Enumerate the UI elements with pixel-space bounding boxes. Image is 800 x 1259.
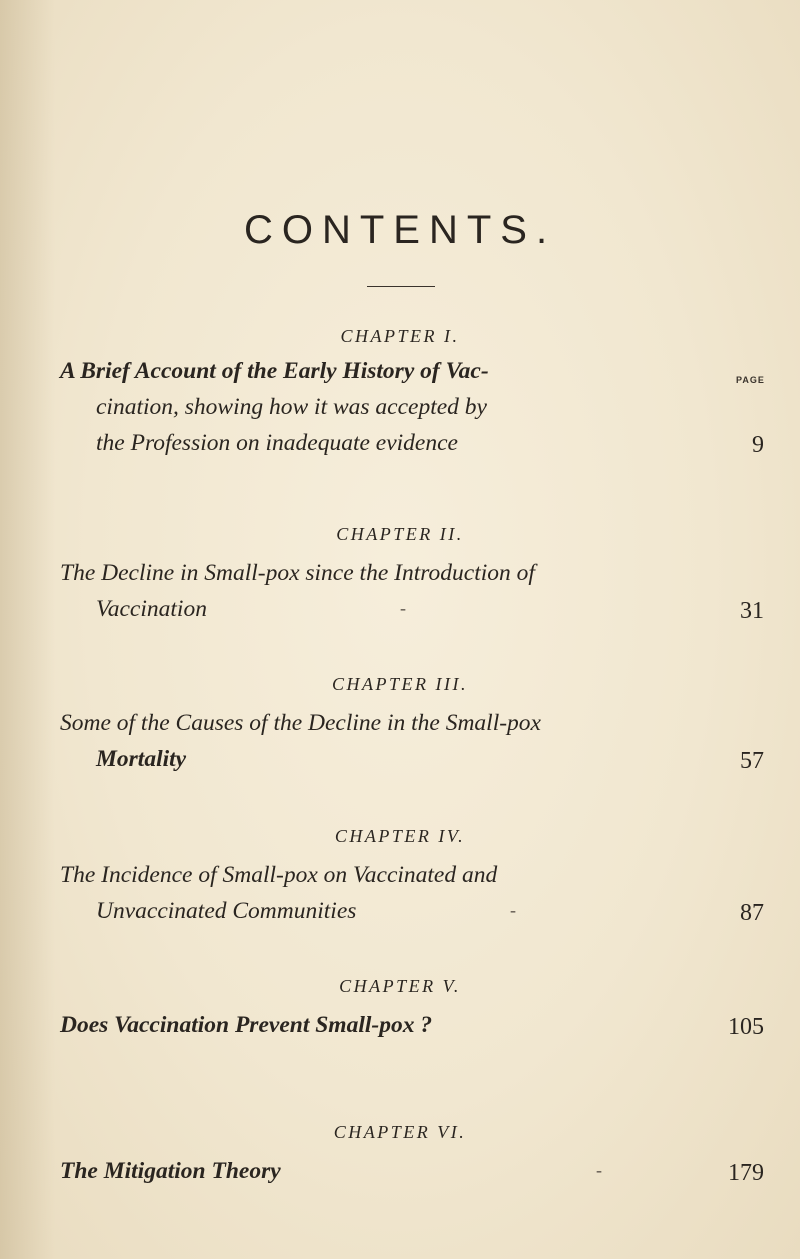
chapter-title-line: Vaccination [96,596,207,622]
chapter-title-line: The Mitigation Theory [60,1158,281,1184]
chapter-title-line: A Brief Account of the Early History of Vac- [60,358,489,384]
page-column-label: PAGE [736,375,765,385]
chapter-title-line: The Decline in Small-pox since the Introduction of [60,560,535,586]
page-number: 105 [728,1014,764,1040]
chapter-label: CHAPTER I. [340,326,460,346]
chapter-title-line: Unvaccinated Communities [96,898,357,924]
leader-dash: - [400,598,406,618]
chapter-label: CHAPTER IV. [334,826,466,846]
chapter-label: CHAPTER V. [339,976,461,996]
chapter-title-line: the Profession on inadequate evidence [96,430,458,456]
page-number: 179 [728,1160,764,1186]
chapter-title-line: Mortality [96,746,187,772]
chapter-title-line: Some of the Causes of the Decline in the Small-pox [60,710,541,736]
page-number: 31 [740,598,764,624]
page-number: 9 [752,432,764,458]
heading-rule [367,286,435,287]
chapter-label: CHAPTER II. [336,524,464,544]
page-number: 57 [740,748,764,774]
chapter-label: CHAPTER III. [332,674,468,694]
chapter-title-line: cination, showing how it was accepted by [96,394,487,420]
chapter-title-line: Does Vaccination Prevent Small-pox ? [60,1012,433,1038]
binding-gutter-shadow [0,0,55,1259]
leader-dash: - [510,900,516,920]
leader-dash: - [596,1160,602,1180]
chapter-title-line: The Incidence of Small-pox on Vaccinated and [60,862,498,888]
page-number: 87 [740,900,764,926]
contents-heading: CONTENTS. [243,208,557,252]
chapter-label: CHAPTER VI. [333,1122,467,1142]
